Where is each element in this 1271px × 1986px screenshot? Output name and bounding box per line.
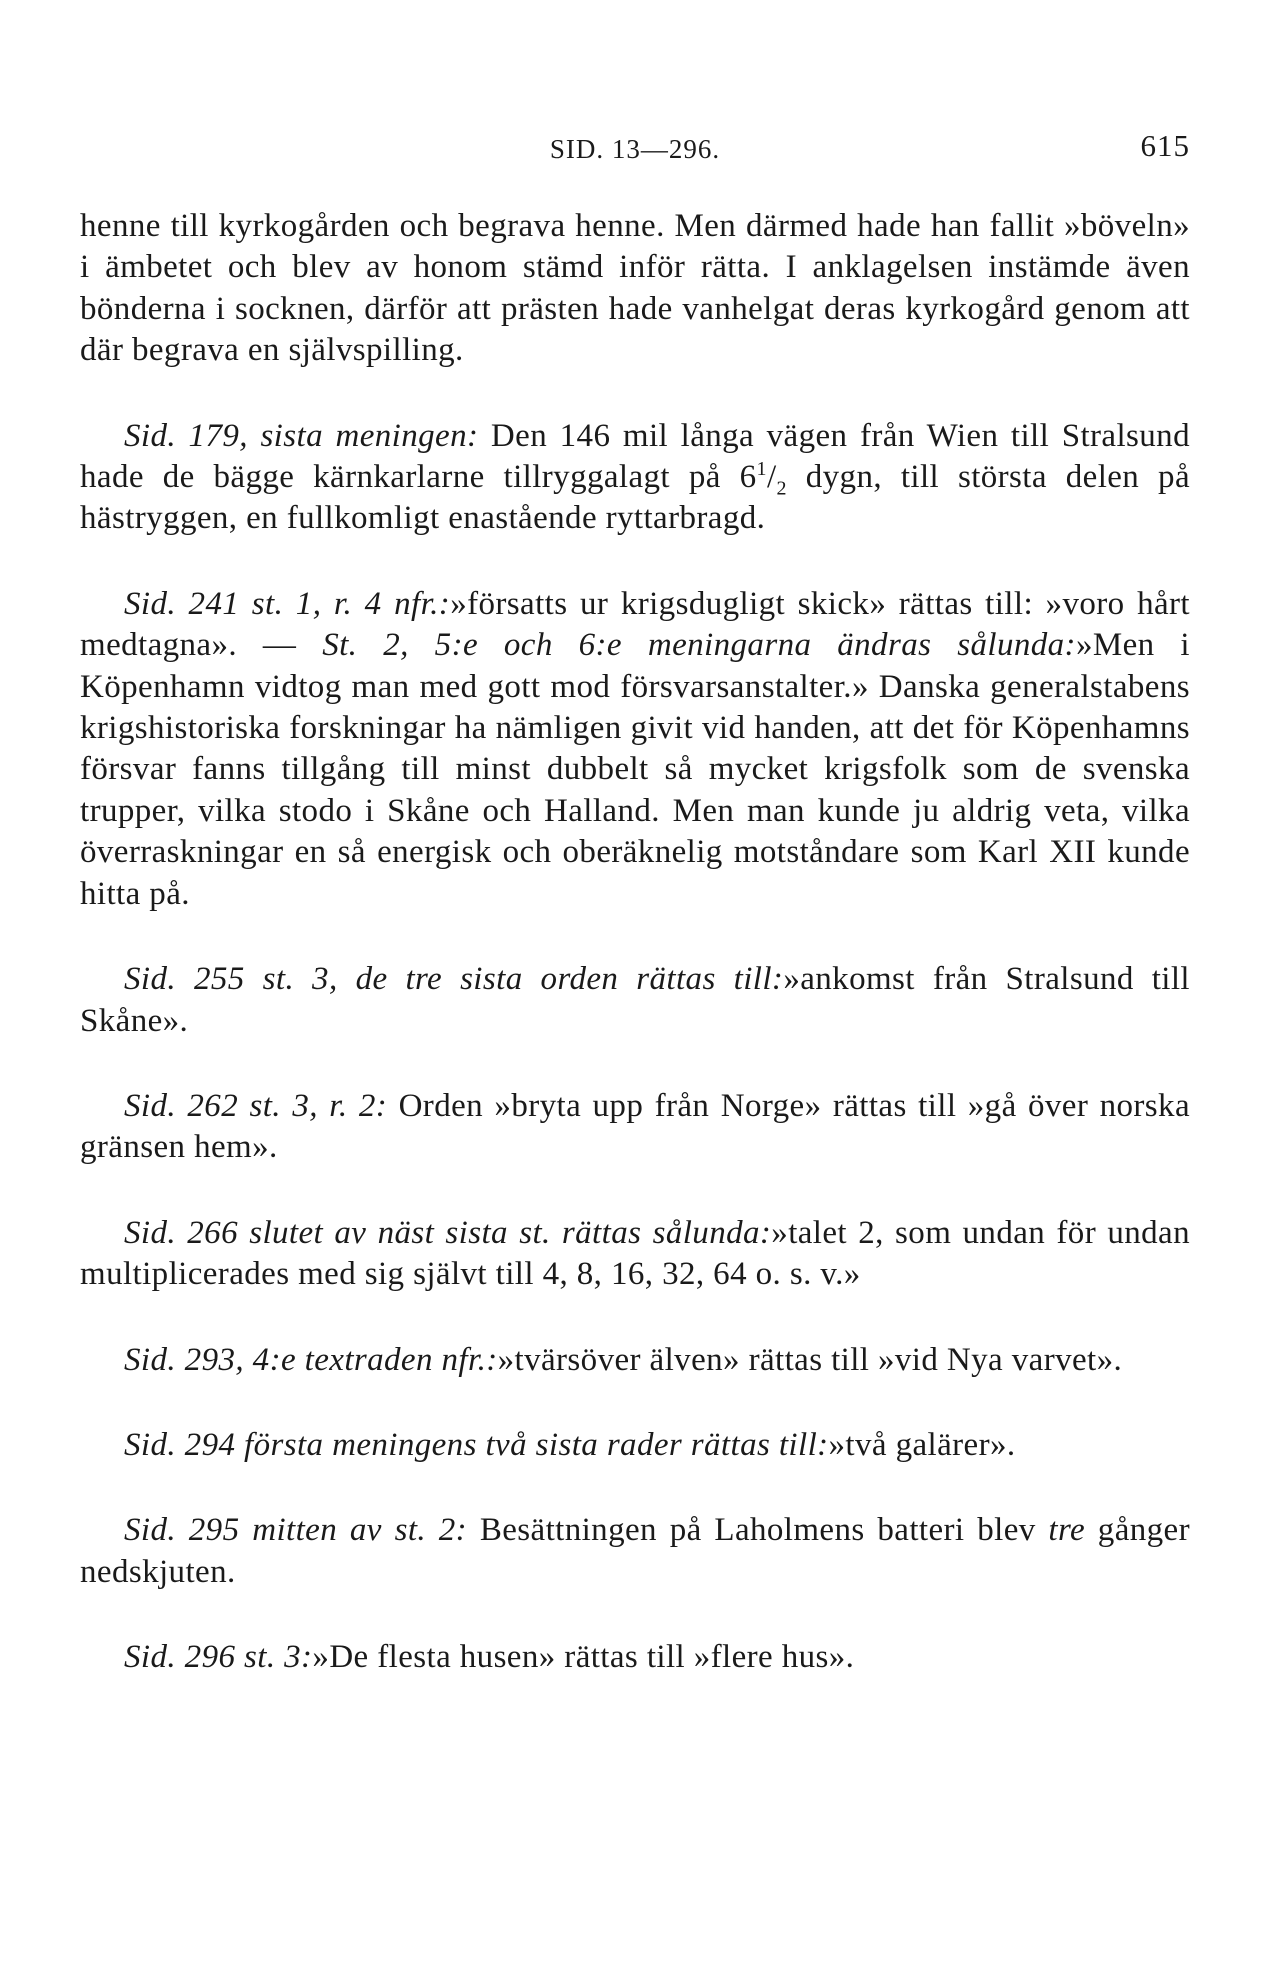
erratum-italic-word: tre xyxy=(1048,1512,1086,1549)
erratum-reference: Sid. 266 slutet av näst sista st. rättas sålunda: xyxy=(124,1214,772,1251)
erratum-reference: Sid. 262 st. 3, r. 2: xyxy=(124,1087,388,1124)
erratum-reference-2: St. 2, 5:e och 6:e meningarna ändras sålunda: xyxy=(322,627,1076,664)
erratum-sid-241 xyxy=(80,584,1190,915)
running-head-title: SID. 13—296. xyxy=(549,134,721,164)
erratum-text: »ankomst från Stralsund till Skåne». xyxy=(80,961,1191,1039)
fraction-denominator: 2 xyxy=(776,477,787,500)
erratum-sid-296 xyxy=(80,1637,1190,1678)
erratum-reference: Sid. 179, sista meningen: xyxy=(124,417,479,454)
erratum-sid-255 xyxy=(80,959,1190,1042)
paragraph-text: henne till kyrkogården och begrava henne. Men därmed hade han fallit »böveln» i ämbetet och blev av honom stämd inför rätta. I anklagelsen instämde även bönderna i socknen, därför att prästen hade vanhelgat deras kyrkogård genom att där begrava en självspilling. xyxy=(80,208,1190,369)
page xyxy=(80,126,1190,1679)
erratum-reference: Sid. 241 st. 1, r. 4 nfr.: xyxy=(124,585,451,622)
fraction-separator: / xyxy=(766,459,777,496)
erratum-text: »Men i Köpenhamn vidtog man med gott mod försvarsanstalter.» Danska generalstabens krigshistoriska forskningar ha nämligen givit vid handen, att det för Köpenhamns försvar fanns tillgång till minst dubbelt så mycket krigsfolk som de svenska trupper, vilka stodo i Skåne och Halland. Men man kunde ju aldrig veta, vilka överraskningar en så energisk och oberäknelig motståndare som Karl XII kunde hitta på. xyxy=(80,627,1190,912)
erratum-reference: Sid. 295 mitten av st. 2: xyxy=(124,1512,468,1549)
erratum-sid-262 xyxy=(80,1086,1190,1169)
erratum-text: »försatts ur krigsdugligt skick» rättas till: »voro hårt medtagna». — xyxy=(80,585,1190,664)
fraction-numerator: 1 xyxy=(756,458,767,481)
erratum-text: »talet 2, som undan för undan multiplicerades med sig självt till 4, 8, 16, 32, 64 o. s. v.» xyxy=(80,1214,1190,1293)
body-text xyxy=(80,206,1190,1679)
erratum-text: gånger nedskjuten. xyxy=(80,1512,1190,1590)
erratum-text: Orden »bryta upp från Norge» rättas till »gå över norska gränsen hem». xyxy=(80,1087,1190,1166)
erratum-sid-293 xyxy=(80,1340,1190,1381)
erratum-reference: Sid. 296 st. 3: xyxy=(124,1639,313,1676)
erratum-text: Den 146 mil långa vägen från Wien till Stralsund hade de bägge kärnkarlarne tillryggalagt på 6 xyxy=(80,417,1190,496)
erratum-reference: Sid. 255 st. 3, de tre sista orden rättas till: xyxy=(124,961,784,998)
erratum-sid-179 xyxy=(80,416,1190,540)
paragraph-continuation xyxy=(80,206,1190,372)
erratum-text: »tvärsöver älven» rättas till »vid Nya varvet». xyxy=(497,1341,1123,1378)
erratum-reference: Sid. 293, 4:e textraden nfr.: xyxy=(124,1341,498,1378)
running-head xyxy=(80,126,1190,170)
erratum-sid-266 xyxy=(80,1213,1190,1296)
erratum-reference: Sid. 294 första meningens två sista rader rättas till: xyxy=(124,1426,829,1463)
erratum-text: dygn, till största delen på hästryggen, en fullkomligt enastående ryttarbragd. xyxy=(80,459,1190,537)
erratum-sid-295 xyxy=(80,1510,1190,1593)
erratum-sid-294 xyxy=(80,1425,1190,1466)
erratum-text: Besättningen på Laholmens batteri blev xyxy=(467,1512,1049,1549)
erratum-text: »De flesta husen» rättas till »flere hus». xyxy=(312,1639,855,1676)
erratum-text: »två galärer». xyxy=(828,1426,1016,1463)
page-number: 615 xyxy=(1140,128,1190,163)
